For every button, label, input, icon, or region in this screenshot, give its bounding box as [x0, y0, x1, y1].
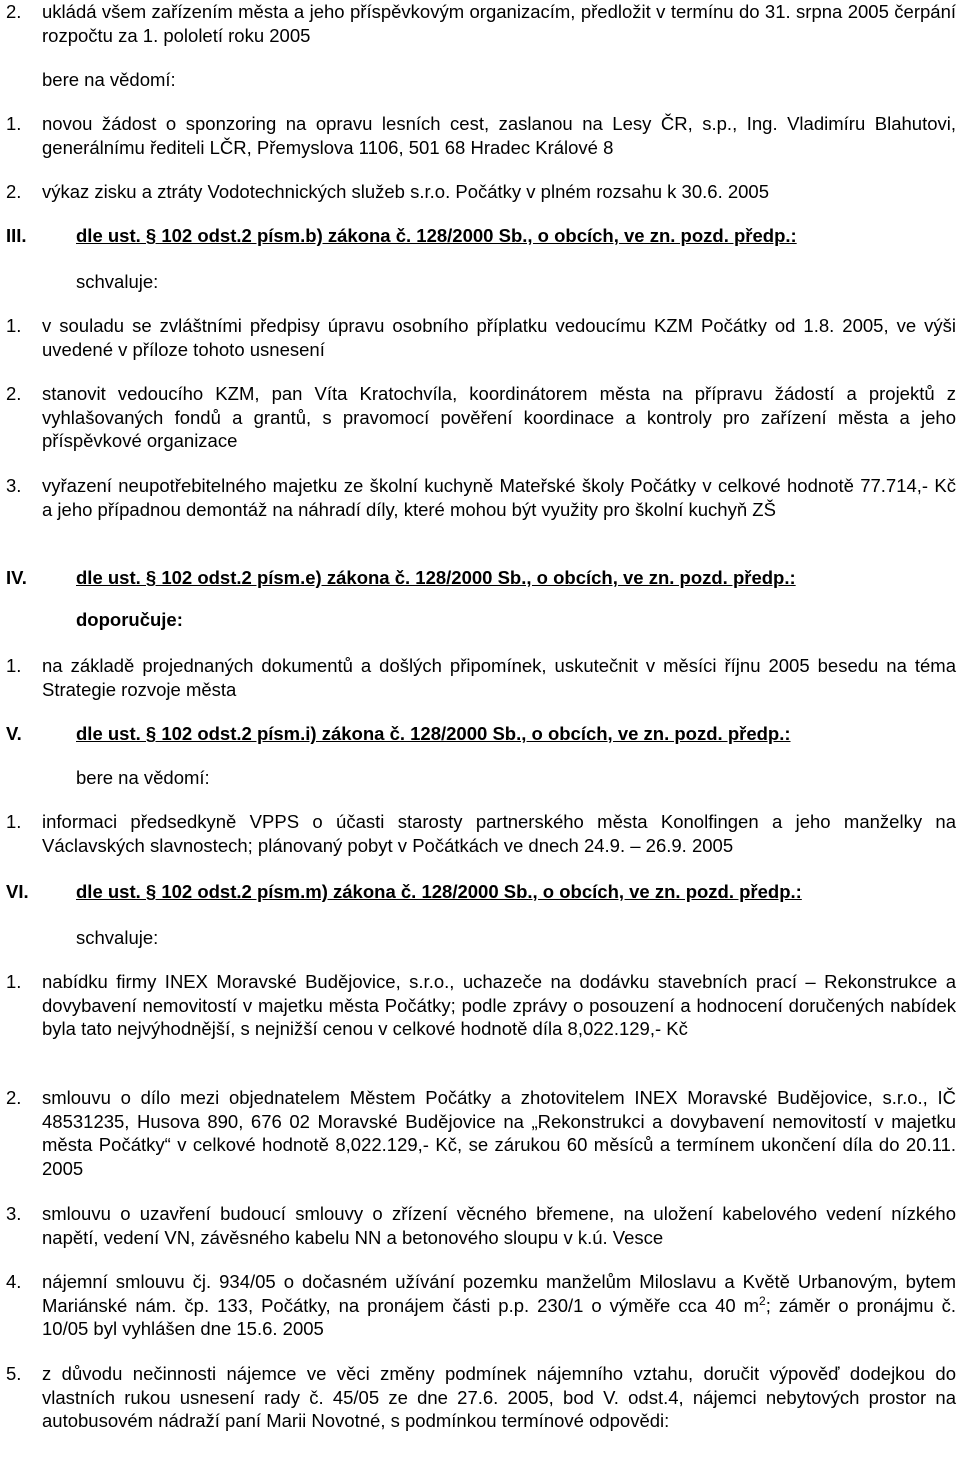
section-VI	[6, 880, 802, 904]
item-number: 1.	[6, 971, 22, 992]
item-text: smlouvu o uzavření budoucí smlouvy o zřízení věcného břemene, na uložení kabelového vedení nízkého napětí, vedení VN, závěsného kabelu NN a betonového sloupu v k.ú. Vesce	[42, 1203, 956, 1248]
item-text	[42, 1270, 956, 1341]
item-text: novou žádost o sponzoring na opravu lesních cest, zaslanou na Lesy ČR, s.p., Ing. Vladimíru Blahutovi, generálnímu řediteli LČR, Přemyslova 1106, 501 68 Hradec Králové 8	[42, 113, 956, 158]
list-item	[6, 1362, 956, 1433]
item-text: vyřazení neupotřebitelného majetku ze školní kuchyně Mateřské školy Počátky v celkové hodnotě 77.714,- Kč a jeho případnou demontáž na náhradí díly, které mohou být využity pro školní kuchyň ZŠ	[42, 475, 956, 520]
item-text: na základě projednaných dokumentů a došlých připomínek, uskutečnit v měsíci říjnu 2005 besedu na téma Strategie rozvoje města	[42, 655, 956, 700]
item-number: 2.	[6, 383, 22, 404]
item-number: 1.	[6, 113, 22, 134]
item-text: nabídku firmy INEX Moravské Budějovice, s.r.o., uchazeče na dodávku stavebních prací – Rekonstrukce a dovybavení nemovitostí v majetku města Počátky; podle zprávy o posouzení a hodnocení doručených nabídek byla tato nejvýhodnější, s nejnižší cenou v celkové hodnotě díla 8,022.129,- Kč	[42, 971, 956, 1039]
section-legal-reference: dle ust. § 102 odst.2 písm.i) zákona č. 128/2000 Sb., o obcích, ve zn. pozd. předp.:	[76, 723, 791, 744]
list-item	[6, 1270, 956, 1341]
list-item	[6, 112, 956, 159]
item-number: 4.	[6, 1271, 22, 1292]
section-heading-schvaluje: schvaluje:	[76, 927, 159, 948]
item-number: 5.	[6, 1363, 22, 1384]
item-number: 2.	[6, 1087, 22, 1108]
list-item	[6, 314, 956, 361]
section-numeral: V.	[6, 723, 22, 744]
section-heading-bere-na-vedomi: bere na vědomí:	[42, 69, 176, 90]
item-text: informaci předsedkyně VPPS o účasti starosty partnerského města Konolfingen a jeho manželky na Václavských slavnostech; plánovaný pobyt v Počátkách ve dnech 24.9. – 26.9. 2005	[42, 811, 956, 856]
section-numeral: III.	[6, 225, 27, 246]
item-text: smlouvu o dílo mezi objednatelem Městem Počátky a zhotovitelem INEX Moravské Budějovice, s.r.o., IČ 48531235, Husova 890, 676 02 Moravské Budějovice na „Rekonstrukci a dovybavení nemovitostí v majetku města Počátky“ v celkové hodnotě 8,022.129,- Kč, se zárukou 60 měsíců a termínem ukončení díla do 20.11. 2005	[42, 1087, 956, 1179]
list-item	[6, 474, 956, 521]
list-item	[6, 970, 956, 1041]
section-numeral: IV.	[6, 567, 27, 588]
item-number: 3.	[6, 1203, 22, 1224]
section-heading-bere-na-vedomi: bere na vědomí:	[76, 767, 210, 788]
item-number: 2.	[6, 1, 22, 22]
list-item	[6, 1086, 956, 1180]
item-text-part: nájemní smlouvu čj. 934/05 o dočasném užívání pozemku manželům Miloslavu a Květě Urbanovým, bytem Mariánské nám. čp. 133, Počátky, na pronájem části p.p. 230/1 o výměře cca 40 m	[42, 1271, 956, 1316]
item-text: stanovit vedoucího KZM, pan Víta Kratochvíla, koordinátorem města na přípravu žádostí a projektů z vyhlašovaných fondů a grantů, s pravomocí pověření koordinace a kontroly pro zařízení města a jeho příspěvkové organizace	[42, 383, 956, 451]
item-number: 1.	[6, 315, 22, 336]
section-legal-reference: dle ust. § 102 odst.2 písm.m) zákona č. 128/2000 Sb., o obcích, ve zn. pozd. předp.:	[76, 881, 802, 902]
item-number: 2.	[6, 181, 22, 202]
list-item	[6, 810, 956, 857]
item-text-part: ; záměr o pronájmu č. 10/05 byl vyhlášen dne 15.6. 2005	[42, 1294, 956, 1339]
list-item	[6, 654, 956, 701]
section-legal-reference: dle ust. § 102 odst.2 písm.e) zákona č. 128/2000 Sb., o obcích, ve zn. pozd. předp.:	[76, 567, 796, 588]
list-item	[6, 382, 956, 453]
item-text: ukládá všem zařízením města a jeho příspěvkovým organizacím, předložit v termínu do 31. srpna 2005 čerpání rozpočtu za 1. pololetí roku 2005	[42, 1, 956, 46]
section-heading-doporucuje: doporučuje:	[76, 609, 183, 630]
list-item	[6, 1202, 956, 1249]
section-IV	[6, 566, 796, 590]
item-text: z důvodu nečinnosti nájemce ve věci změny podmínek nájemního vztahu, doručit výpověď dodejkou do vlastních rukou usnesení rady č. 45/05 ze dne 27.6. 2005, bod V. odst.4, nájemci nebytových prostor na autobusovém nádraží paní Marii Novotné, s podmínkou termínové odpovědi:	[42, 1363, 956, 1431]
section-III	[6, 224, 797, 248]
item-number: 1.	[6, 811, 22, 832]
item-text: výkaz zisku a ztráty Vodotechnických služeb s.r.o. Počátky v plném rozsahu k 30.6. 2005	[42, 181, 770, 202]
item-text: v souladu se zvláštními předpisy úpravu osobního příplatku vedoucímu KZM Počátky od 1.8. 2005, ve výši uvedené v příloze tohoto usnesení	[42, 315, 956, 360]
section-legal-reference: dle ust. § 102 odst.2 písm.b) zákona č. 128/2000 Sb., o obcích, ve zn. pozd. předp.:	[76, 225, 797, 246]
section-numeral: VI.	[6, 881, 29, 902]
section-V	[6, 722, 791, 746]
item-number: 3.	[6, 475, 22, 496]
item-number: 1.	[6, 655, 22, 676]
list-item	[6, 0, 956, 47]
superscript: 2	[759, 1293, 766, 1308]
section-heading-schvaluje: schvaluje:	[76, 271, 159, 292]
list-item	[6, 180, 956, 204]
